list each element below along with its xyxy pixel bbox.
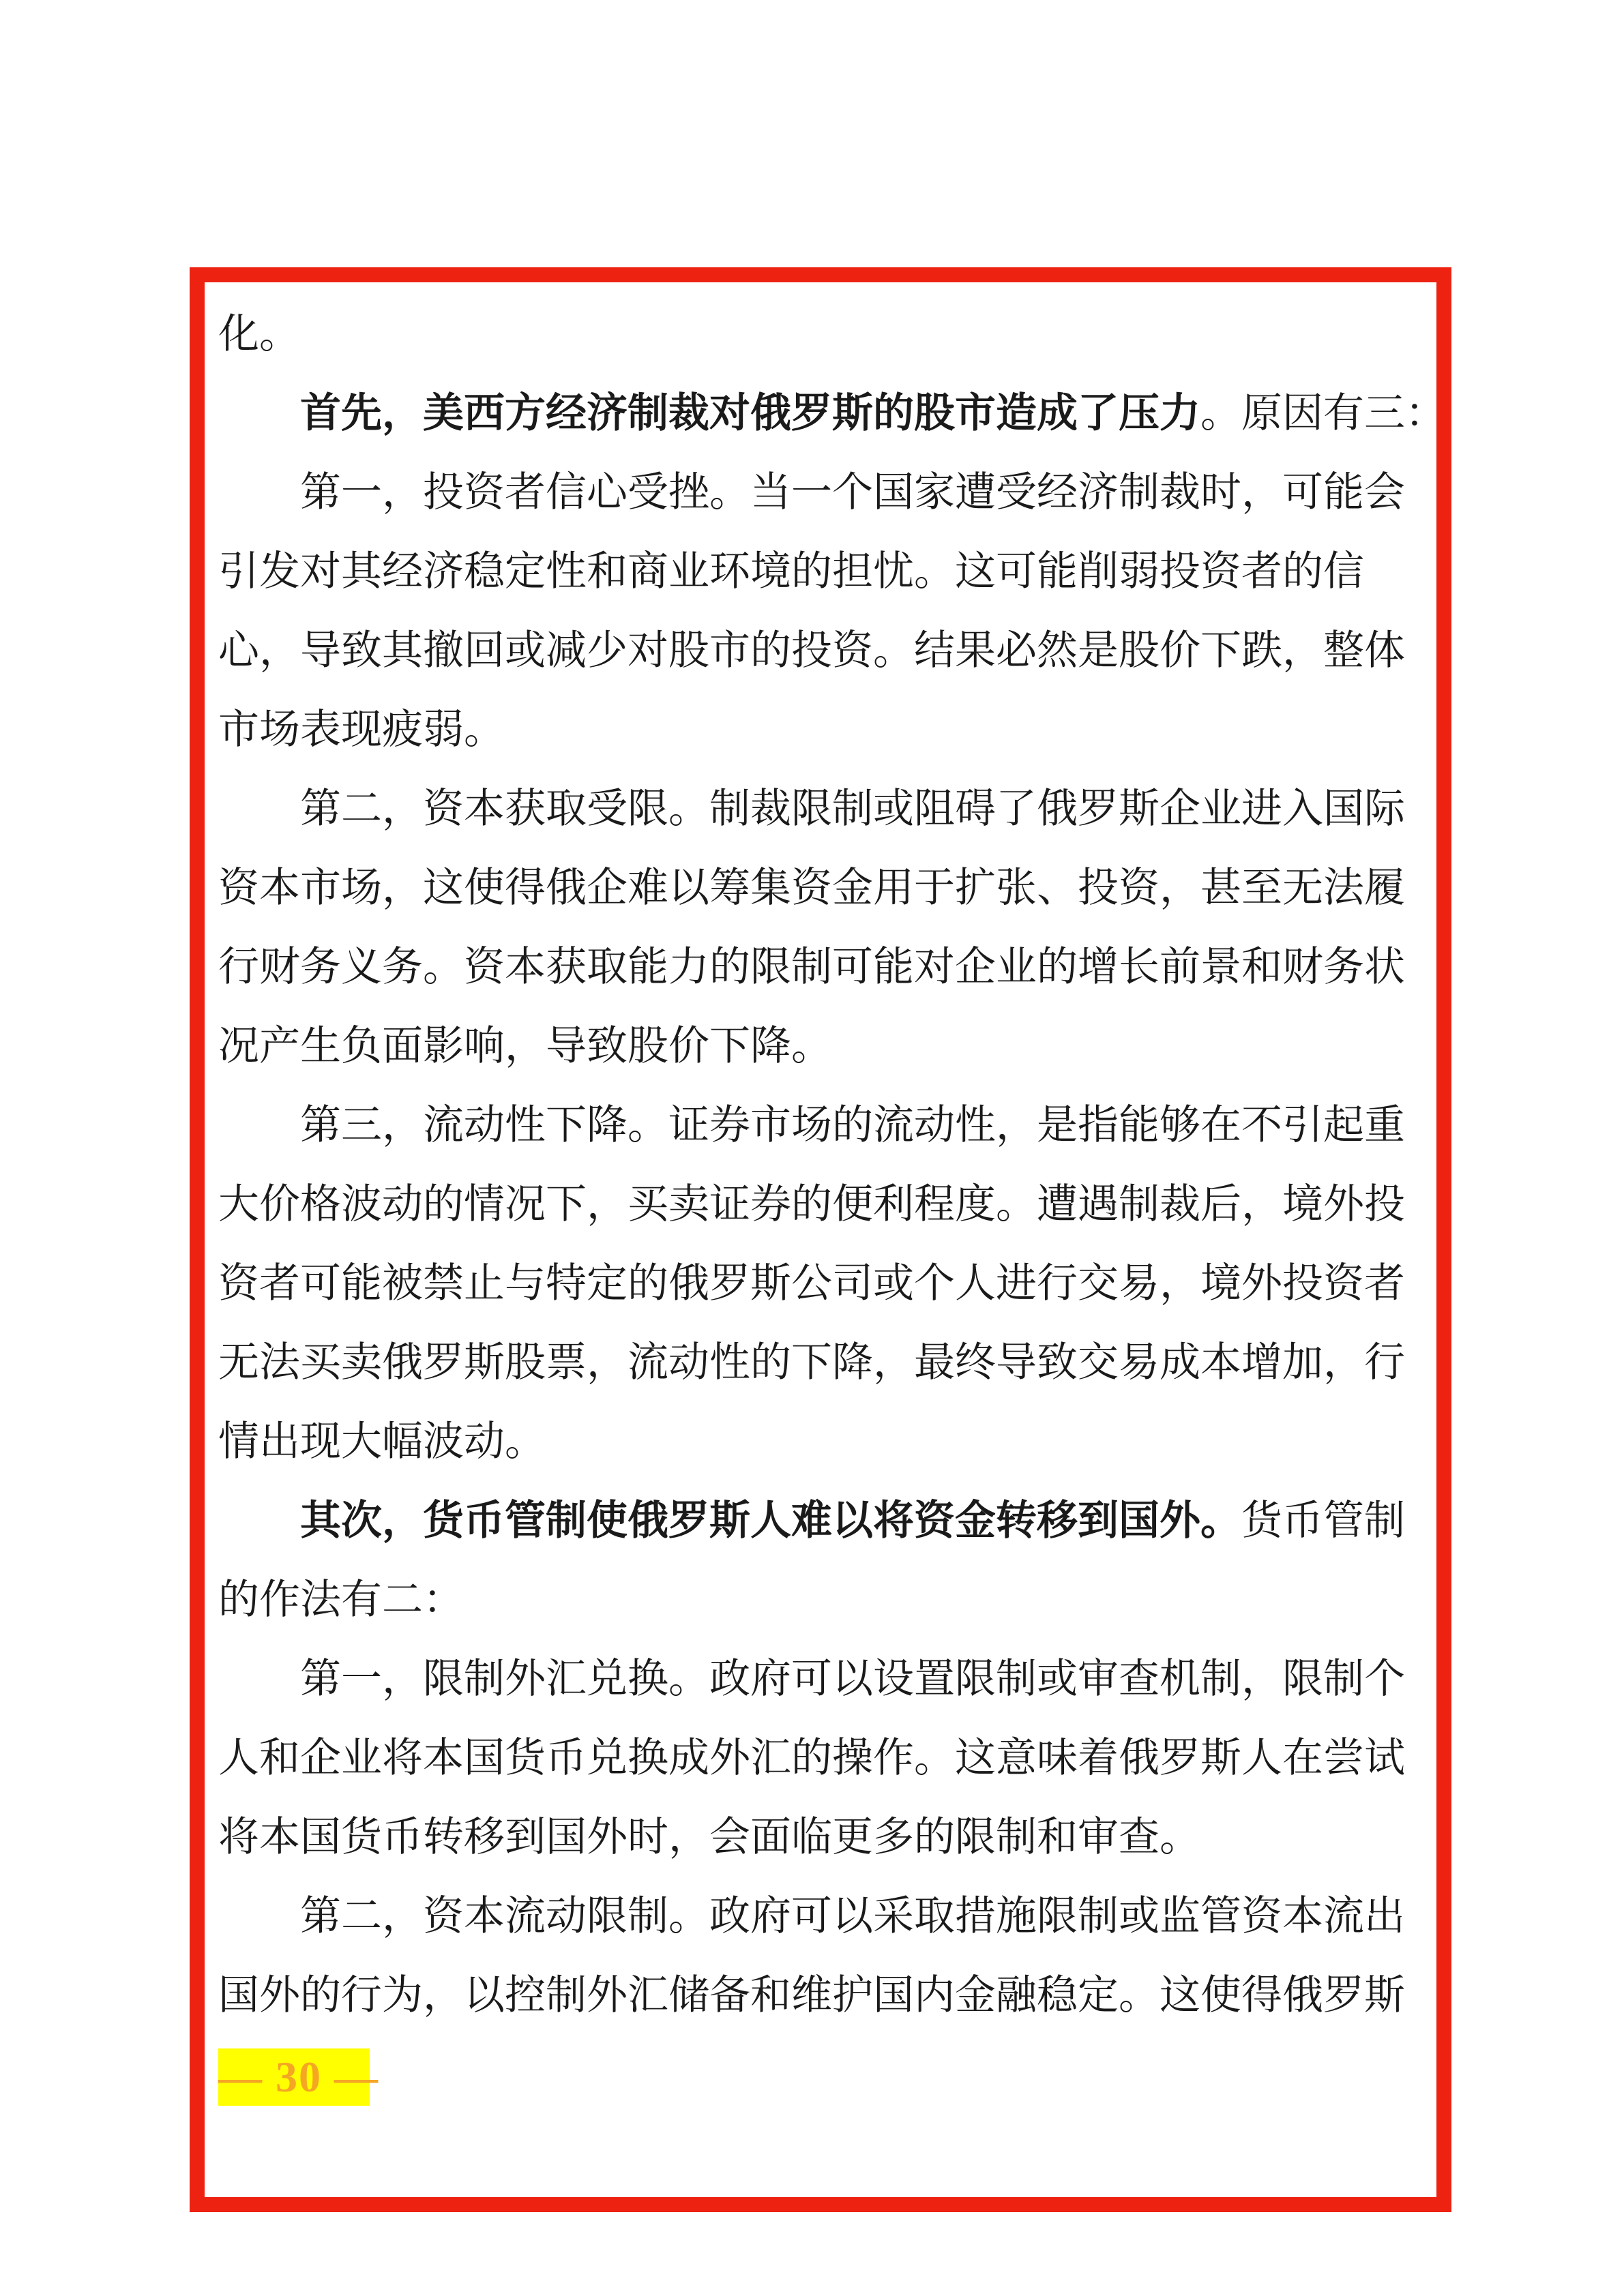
paragraph-line: 人和企业将本国货币兑换成外汇的操作。这意味着俄罗斯人在尝试 xyxy=(218,1734,1405,1782)
paragraph-line: 第一，限制外汇兑换。政府可以设置限制或审查机制，限制个 xyxy=(300,1655,1405,1703)
paragraph-line: 大价格波动的情况下，买卖证券的便利程度。遭遇制裁后，境外投 xyxy=(218,1180,1405,1228)
paragraph-line: 第三，流动性下降。证券市场的流动性，是指能够在不引起重 xyxy=(300,1101,1405,1149)
paragraph-line: 首先，美西方经济制裁对俄罗斯的股市造成了压力。原因有三： xyxy=(300,389,1446,437)
page-number: — 30 — xyxy=(218,2048,370,2106)
paragraph-line: 心，导致其撤回或减少对股市的投资。结果必然是股价下跌，整体 xyxy=(218,627,1405,674)
paragraph-line: 化。 xyxy=(218,310,300,358)
paragraph-line: 国外的行为，以控制外汇储备和维护国内金融稳定。这使得俄罗斯 xyxy=(218,1971,1405,2019)
bold-heading: 其次，货币管制使俄罗斯人难以将资金转移到国外。 xyxy=(300,1497,1241,1545)
paragraph-line: 况产生负面影响，导致股价下降。 xyxy=(218,1022,832,1070)
paragraph-line: 资者可能被禁止与特定的俄罗斯公司或个人进行交易，境外投资者 xyxy=(218,1259,1405,1307)
paragraph-line: 行财务义务。资本获取能力的限制可能对企业的增长前景和财务状 xyxy=(218,943,1405,991)
paragraph-line: 第一，投资者信心受挫。当一个国家遭受经济制裁时，可能会 xyxy=(300,468,1405,516)
paragraph-line: 引发对其经济稳定性和商业环境的担忧。这可能削弱投资者的信 xyxy=(218,548,1364,595)
body-text xyxy=(218,295,1446,2035)
paragraph-line: 情出现大幅波动。 xyxy=(218,1418,546,1465)
paragraph-line: 资本市场，这使得俄企难以筹集资金用于扩张、投资，甚至无法履 xyxy=(218,864,1405,912)
paragraph-line: 第二，资本获取受限。制裁限制或阻碍了俄罗斯企业进入国际 xyxy=(300,785,1405,833)
paragraph-line: 市场表现疲弱。 xyxy=(218,706,505,754)
paragraph-line: 其次，货币管制使俄罗斯人难以将资金转移到国外。货币管制 xyxy=(300,1497,1405,1545)
paragraph-line: 将本国货币转移到国外时，会面临更多的限制和审查。 xyxy=(218,1813,1200,1861)
bold-heading: 首先，美西方经济制裁对俄罗斯的股市造成了压力 xyxy=(300,389,1200,437)
paragraph-line: 的作法有二： xyxy=(218,1576,464,1624)
paragraph-line: 第二，资本流动限制。政府可以采取措施限制或监管资本流出 xyxy=(300,1892,1405,1940)
paragraph-line: 无法买卖俄罗斯股票，流动性的下降，最终导致交易成本增加，行 xyxy=(218,1339,1405,1386)
